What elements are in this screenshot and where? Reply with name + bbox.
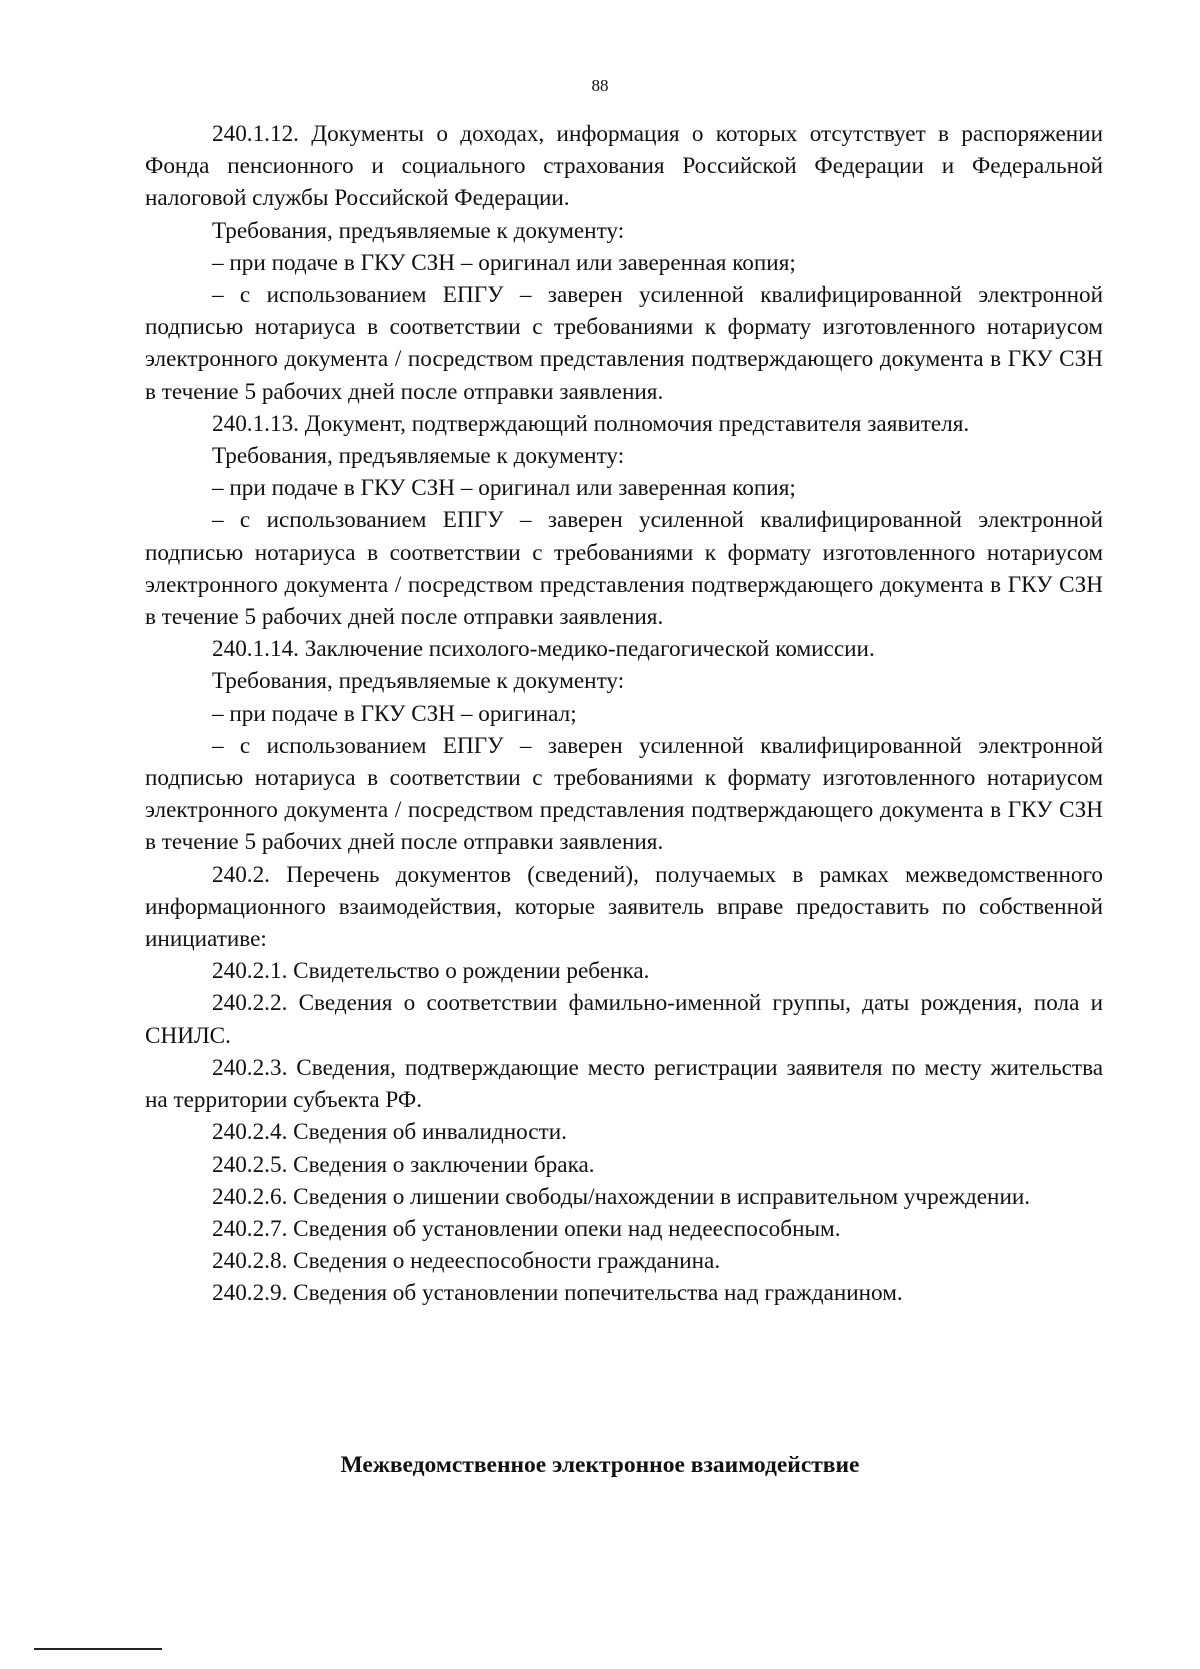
paragraph-240-2-1: 240.2.1. Свидетельство о рождении ребенка. [212, 958, 650, 985]
paragraph-240-2-8: 240.2.8. Сведения о недееспособности гражданина. [212, 1248, 721, 1275]
section-heading: Межведомственное электронное взаимодействие [340, 1452, 860, 1478]
requirements-heading: Требования, предъявляемые к документу: [212, 217, 625, 244]
requirement-item: – с использованием ЕПГУ – заверен усиленной квалифицированной электронной подписью нотариуса в соответствии с требованиями к формату изготовленного нотариусом электронного документа / посредством представления подтверждающего документа в ГКУ СЗН в течение 5 рабочих дней после отправки заявления. [145, 732, 1103, 856]
paragraph-240-2: 240.2. Перечень документов (сведений), получаемых в рамках межведомственного информационного взаимодействия, которые заявитель вправе предоставить по собственной инициативе: [145, 861, 1103, 953]
paragraph-240-1-14: 240.1.14. Заключение психолого-медико-педагогической комиссии. [212, 636, 875, 663]
paragraph-240-2-3: 240.2.3. Сведения, подтверждающие место регистрации заявителя по месту жительства на территории субъекта РФ. [145, 1054, 1103, 1114]
requirement-item: – с использованием ЕПГУ – заверен усиленной квалифицированной электронной подписью нотариуса в соответствии с требованиями к формату изготовленного нотариусом электронного документа / посредством представления подтверждающего документа в ГКУ СЗН в течение 5 рабочих дней после отправки заявления. [145, 507, 1103, 631]
paragraph-240-2-5: 240.2.5. Сведения о заключении брака. [212, 1151, 595, 1178]
paragraph-240-2-4: 240.2.4. Сведения об инвалидности. [212, 1119, 567, 1146]
requirement-item: – при подаче в ГКУ СЗН – оригинал или заверенная копия; [212, 475, 796, 502]
document-body [145, 118, 1103, 1310]
requirement-item: – при подаче в ГКУ СЗН – оригинал; [212, 700, 577, 727]
requirement-item: – с использованием ЕПГУ – заверен усиленной квалифицированной электронной подписью нотариуса в соответствии с требованиями к формату изготовленного нотариусом электронного документа / посредством представления подтверждающего документа в ГКУ СЗН в течение 5 рабочих дней после отправки заявления. [145, 282, 1103, 405]
requirements-heading: Требования, предъявляемые к документу: [212, 668, 625, 695]
page-number: 88 [591, 76, 609, 95]
paragraph-240-2-2: 240.2.2. Сведения о соответствии фамильно-именной группы, даты рождения, пола и СНИЛС. [145, 990, 1103, 1049]
footnote-divider [34, 1648, 162, 1650]
requirements-heading: Требования, предъявляемые к документу: [212, 443, 625, 470]
paragraph-240-2-9: 240.2.9. Сведения об установлении попечительства над гражданином. [212, 1280, 903, 1307]
paragraph-240-1-12: 240.1.12. Документы о доходах, информация о которых отсутствует в распоряжении Фонда пенсионного и социального страхования Российской Федерации и Федеральной налоговой службы Российской Федерации. [145, 121, 1103, 212]
paragraph-240-2-7: 240.2.7. Сведения об установлении опеки над недееспособным. [212, 1215, 841, 1242]
requirement-item: – при подаче в ГКУ СЗН – оригинал или заверенная копия; [212, 249, 796, 276]
paragraph-240-1-13: 240.1.13. Документ, подтверждающий полномочия представителя заявителя. [212, 410, 970, 437]
paragraph-240-2-6: 240.2.6. Сведения о лишении свободы/нахождении в исправительном учреждении. [212, 1183, 1031, 1210]
